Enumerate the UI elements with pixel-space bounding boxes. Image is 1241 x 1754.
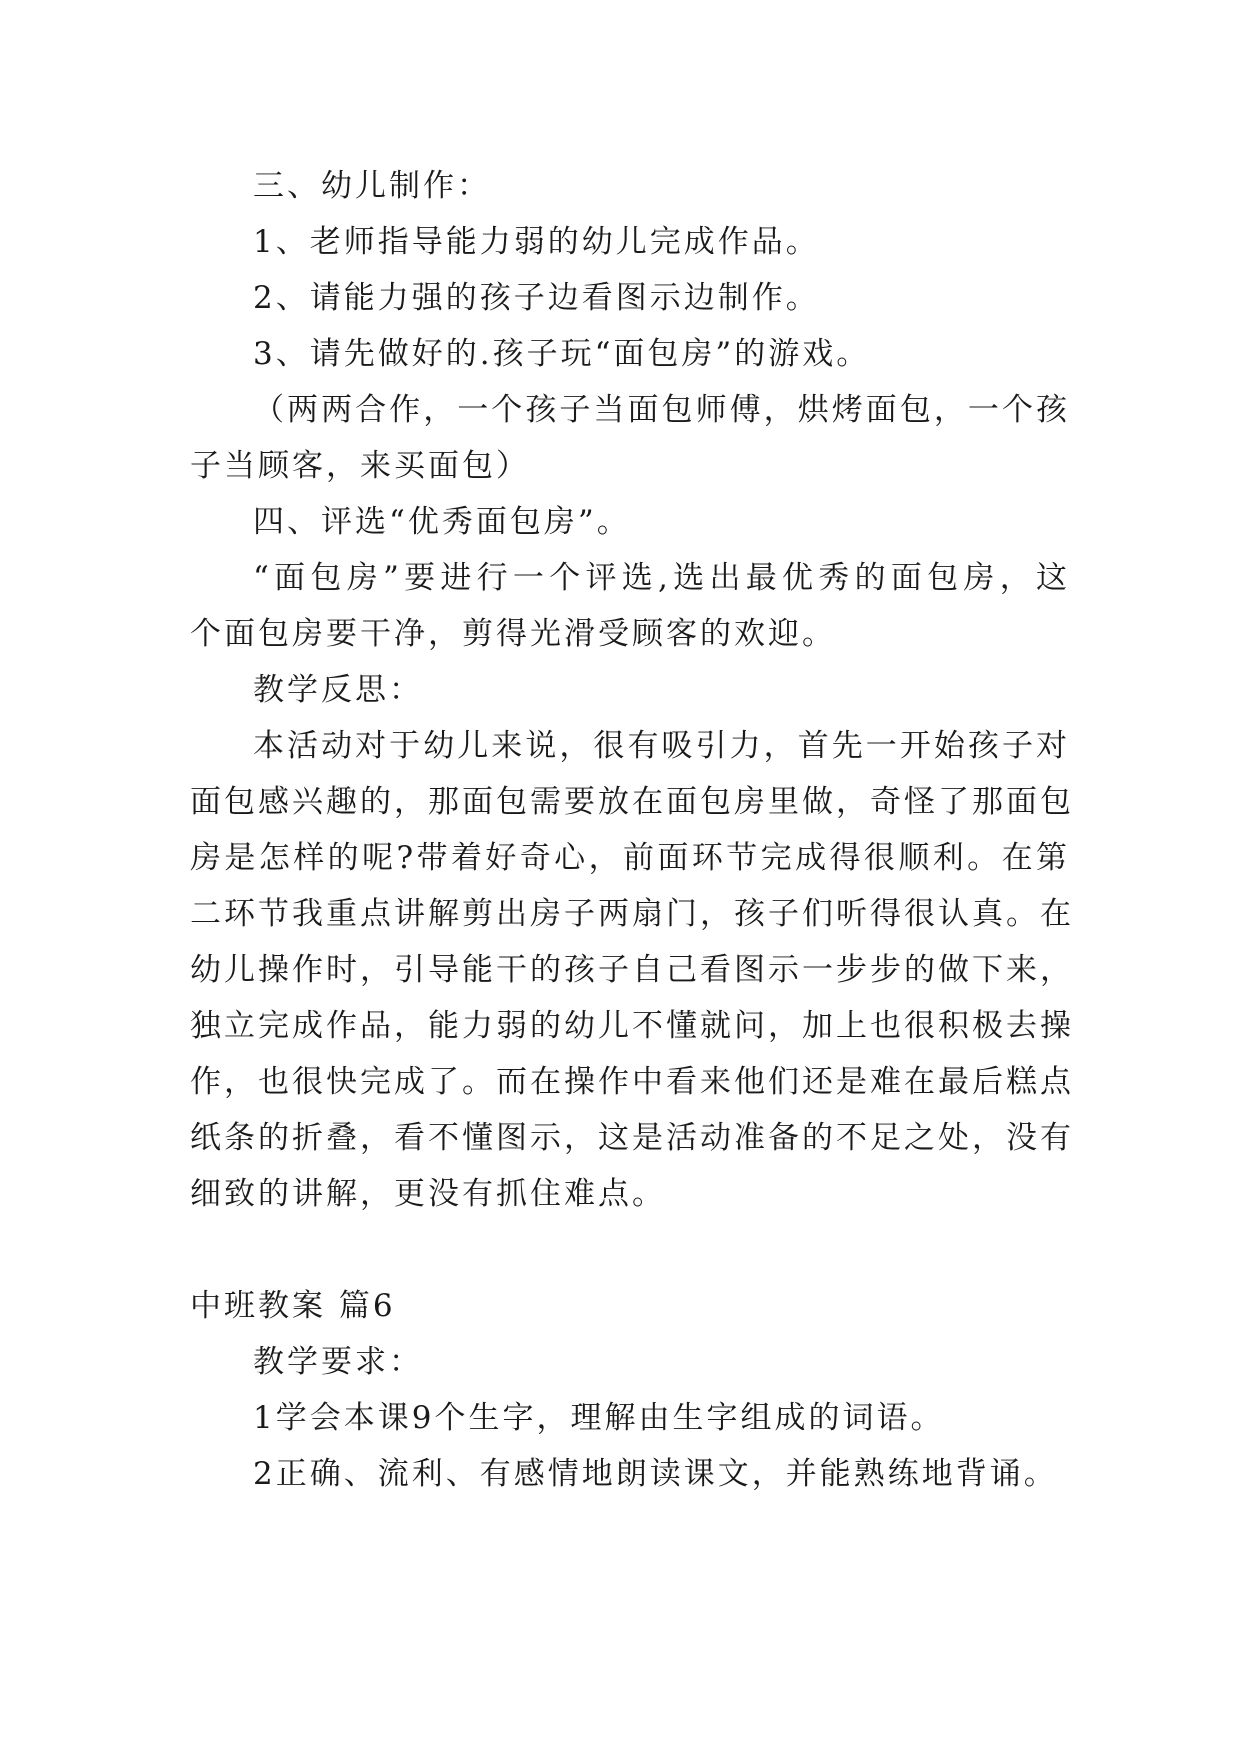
paragraph-line: 3、请先做好的.孩子玩“面包房”的游戏。 xyxy=(253,336,871,372)
section-heading-selection: 四、评选“优秀面包房”。 xyxy=(253,504,631,540)
paragraph-line: 面包感兴趣的，那面包需要放在面包房里做，奇怪了那面包 xyxy=(190,784,1074,820)
paragraph-line: 1学会本课9个生字，理解由生字组成的词语。 xyxy=(253,1400,945,1436)
paragraph-line: 2正确、流利、有感情地朗读课文，并能熟练地背诵。 xyxy=(253,1456,1058,1492)
paragraph-line: 2、请能力强的孩子边看图示边制作。 xyxy=(253,280,820,316)
paragraph-line: 纸条的折叠，看不懂图示，这是活动准备的不足之处，没有 xyxy=(190,1120,1074,1156)
section-heading-reflection: 教学反思： xyxy=(253,672,423,708)
paragraph-line: 二环节我重点讲解剪出房子两扇门，孩子们听得很认真。在 xyxy=(190,896,1074,932)
article-title: 中班教案 篇6 xyxy=(190,1288,396,1324)
section-heading-student-making: 三、幼儿制作： xyxy=(253,168,491,204)
paragraph-line: （两两合作，一个孩子当面包师傅，烘烤面包，一个孩 xyxy=(253,392,1070,428)
paragraph-line: 子当顾客，来买面包） xyxy=(190,448,530,484)
paragraph-line: 本活动对于幼儿来说，很有吸引力，首先一开始孩子对 xyxy=(253,728,1070,764)
paragraph-line: 幼儿操作时，引导能干的孩子自己看图示一步步的做下来， xyxy=(190,952,1074,988)
paragraph-line: 独立完成作品，能力弱的幼儿不懂就问，加上也很积极去操 xyxy=(190,1008,1074,1044)
paragraph-line: 房是怎样的呢?带着好奇心，前面环节完成得很顺利。在第 xyxy=(190,840,1070,876)
paragraph-line: 个面包房要干净，剪得光滑受顾客的欢迎。 xyxy=(190,616,836,652)
section-heading-teaching-requirements: 教学要求： xyxy=(253,1344,423,1380)
paragraph-line: “面包房”要进行一个评选,选出最优秀的面包房，这 xyxy=(253,560,1070,596)
paragraph-line: 作，也很快完成了。而在操作中看来他们还是难在最后糕点 xyxy=(190,1064,1074,1100)
paragraph-line: 细致的讲解，更没有抓住难点。 xyxy=(190,1176,666,1212)
paragraph-line: 1、老师指导能力弱的幼儿完成作品。 xyxy=(253,224,820,260)
